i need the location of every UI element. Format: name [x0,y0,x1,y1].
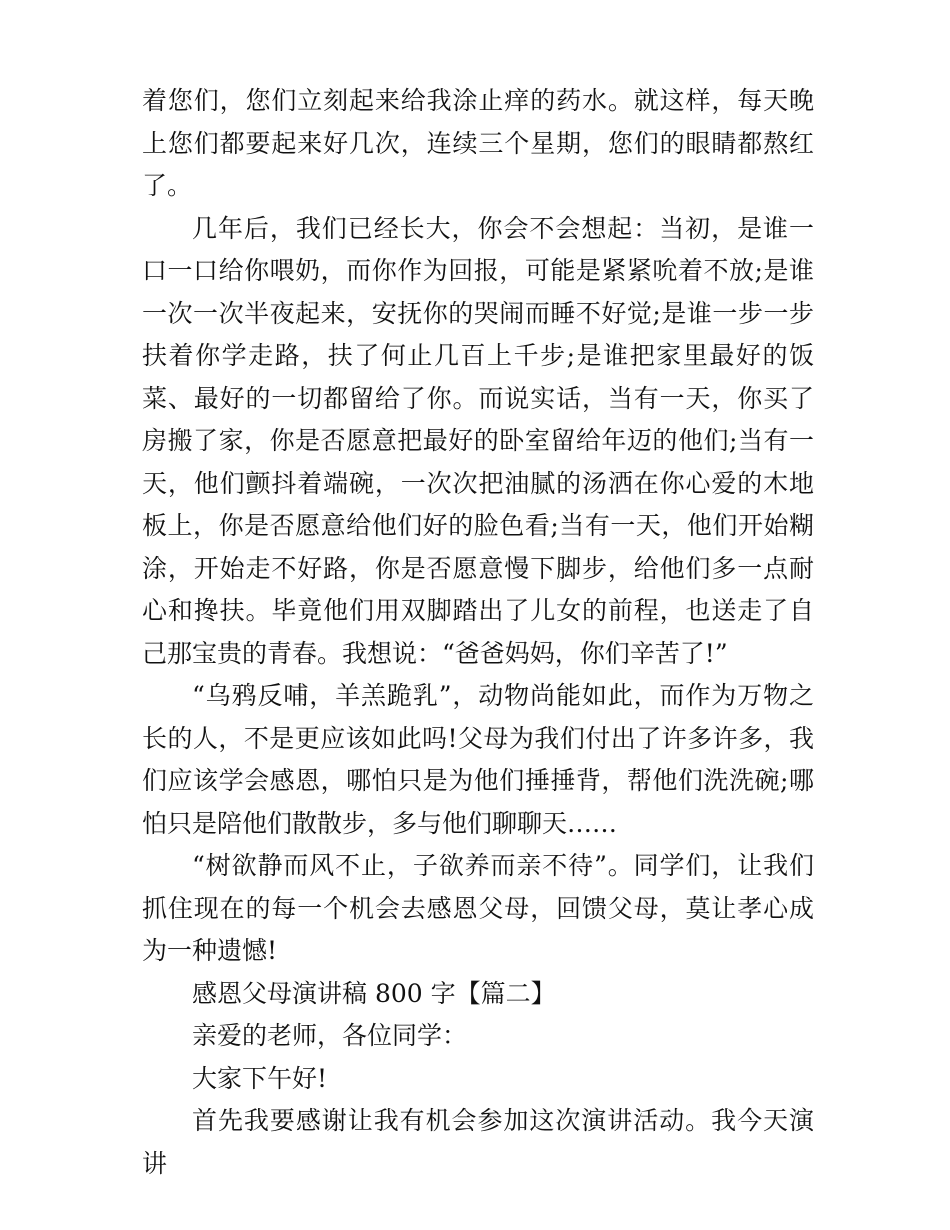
document-body [142,80,814,1185]
salutation: 亲爱的老师，各位同学： [192,1021,468,1050]
paragraph-filial-piety: “乌鸦反哺，羊羔跪乳”，动物尚能如此，而作为万物之长的人，不是更应该如此吗!父母为我们付出了许多许多，我们应该学会感恩，哪怕只是为他们捶捶背，帮他们洗洗碗;哪怕只是陪他们散散步，多与他们聊聊天…… [142,681,814,838]
paragraph-opening: 首先我要感谢让我有机会参加这次演讲活动。我今天演讲 [142,1106,814,1178]
paragraph-growing-up: 几年后，我们已经长大，你会不会想起：当初，是谁一口一口给你喂奶，而你作为回报，可能是紧紧吮着不放;是谁一次一次半夜起来，安抚你的哭闹而睡不好觉;是谁一步一步扶着你学走路，扶了何止几百上千步;是谁把家里最好的饭菜、最好的一切都留给了你。而说实话，当有一天，你买了房搬了家，你是否愿意把最好的卧室留给年迈的他们;当有一天，他们颤抖着端碗，一次次把油腻的汤洒在你心爱的木地板上，你是否愿意给他们好的脸色看;当有一天，他们开始糊涂，开始走不好路，你是否愿意慢下脚步，给他们多一点耐心和搀扶。毕竟他们用双脚踏出了儿女的前程，也送走了自己那宝贵的青春。我想说：“爸爸妈妈，你们辛苦了!” [142,213,814,668]
greeting: 大家下午好! [192,1063,328,1093]
section-title: 感恩父母演讲稿 800 字【篇二】 [192,978,556,1008]
paragraph-continuation: 着您们，您们立刻起来给我涂止痒的药水。就这样，每天晚上您们都要起来好几次，连续三个星期，您们的眼睛都熬红了。 [142,86,814,200]
paragraph-call-to-action: “树欲静而风不止，子欲养而亲不待”。同学们，让我们抓住现在的每一个机会去感恩父母，回馈父母，莫让孝心成为一种遗憾! [142,851,814,965]
